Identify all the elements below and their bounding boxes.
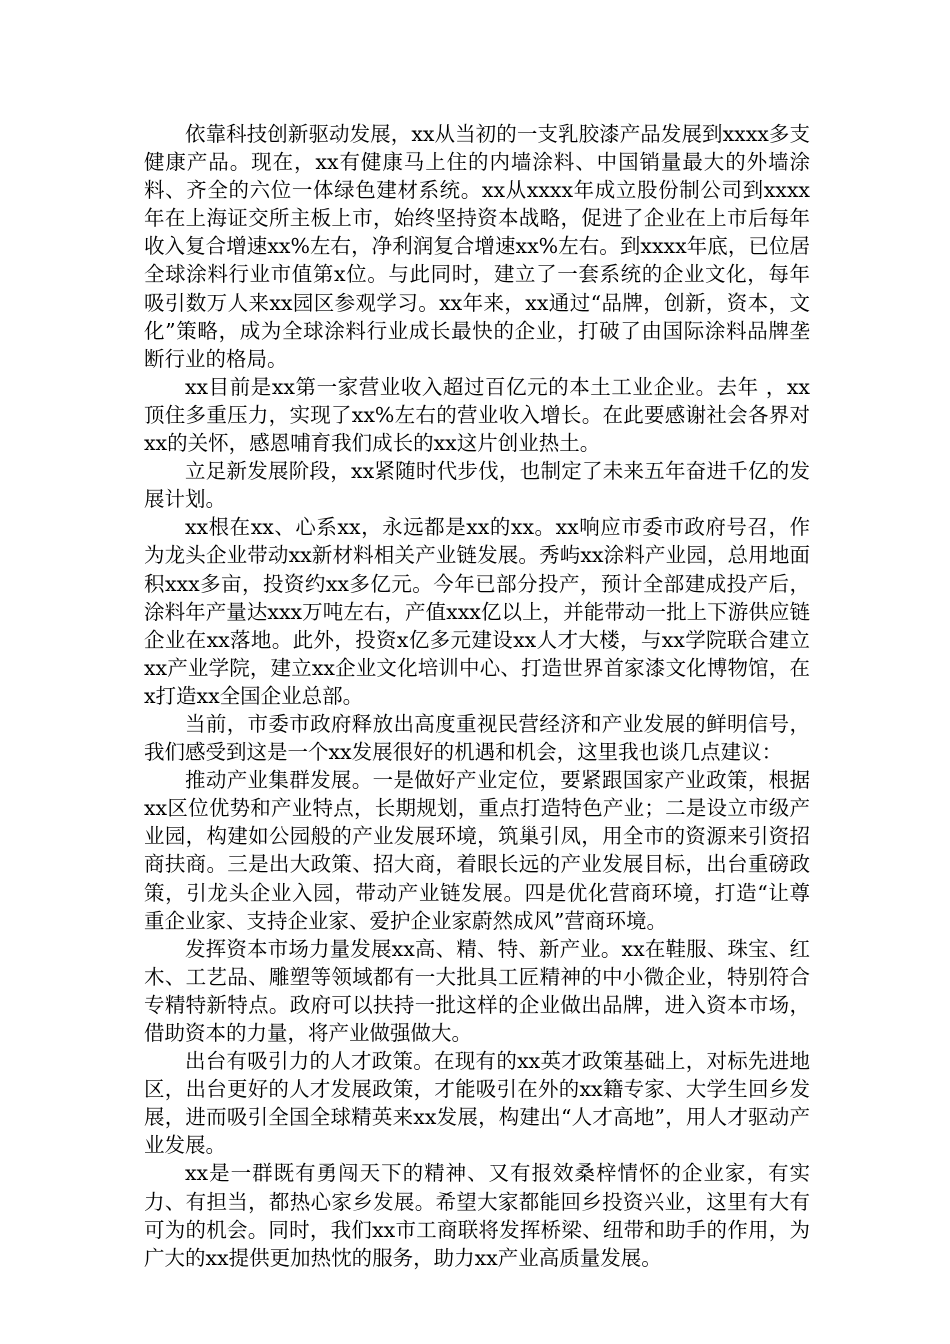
document-body [144, 120, 810, 1272]
paragraph-4: xx根在xx、心系xx，永远都是xx的xx。xx响应市委市政府号召，作为龙头企业带动xx新材料相关产业链发展。秀屿xx涂料产业园，总用地面积xxx多亩，投资约xx多亿元。今年已部分投产，预计全部建成投产后，涂料年产量达xxx万吨左右，产值xxx亿以上，并能带动一批上下游供应链企业在xx落地。此外，投资x亿多元建设xx人才大楼，与xx学院联合建立xx产业学院，建立xx企业文化培训中心、打造世界首家漆文化博物馆，在x打造xx全国企业总部。 [144, 515, 810, 708]
paragraph-1: 依靠科技创新驱动发展，xx从当初的一支乳胶漆产品发展到xxxx多支健康产品。现在，xx有健康马上住的内墙涂料、中国销量最大的外墙涂料、齐全的六位一体绿色建材系统。xx从xxxx年成立股份制公司到xxxx年在上海证交所主板上市，始终坚持资本战略，促进了企业在上市后每年收入复合增速xx%左右，净利润复合增速xx%左右。到xxxx年底，已位居全球涂料行业市值第x位。与此同时，建立了一套系统的企业文化，每年吸引数万人来xx园区参观学习。xx年来，xx通过“品牌，创新，资本，文化”策略，成为全球涂料行业成长最快的企业，打破了由国际涂料品牌垄断行业的格局。 [144, 122, 810, 371]
paragraph-8: 出台有吸引力的人才政策。在现有的xx英才政策基础上，对标先进地区，出台更好的人才发展政策，才能吸引在外的xx籍专家、大学生回乡发展，进而吸引全国全球精英来xx发展，构建出“人才高地”，用人才驱动产业发展。 [144, 1049, 810, 1158]
paragraph-9: xx是一群既有勇闯天下的精神、又有报效桑梓情怀的企业家，有实力、有担当，都热心家乡发展。希望大家都能回乡投资兴业，这里有大有可为的机会。同时，我们xx市工商联将发挥桥梁、纽带和助手的作用，为广大的xx提供更加热忱的服务，助力xx产业高质量发展。 [144, 1161, 810, 1270]
paragraph-3: 立足新发展阶段，xx紧随时代步伐，也制定了未来五年奋进千亿的发展计划。 [144, 459, 810, 512]
paragraph-5: 当前，市委市政府释放出高度重视民营经济和产业发展的鲜明信号，我们感受到这是一个xx发展很好的机遇和机会，这里我也谈几点建议： [144, 711, 810, 765]
paragraph-7: 发挥资本市场力量发展xx高、精、特、新产业。xx在鞋服、珠宝、红木、工艺品、雕塑等领域都有一大批具工匠精神的中小微企业，特别符合专精特新特点。政府可以扶持一批这样的企业做出品牌，进入资本市场，借助资本的力量，将产业做强做大。 [144, 936, 810, 1045]
paragraph-2: xx目前是xx第一家营业收入超过百亿元的本土工业企业。去年 ，xx顶住多重压力，实现了xx%左右的营业收入增长。在此要感谢社会各界对xx的关怀，感恩哺育我们成长的xx这片创业热土。 [144, 374, 810, 456]
paragraph-6: 推动产业集群发展。一是做好产业定位，要紧跟国家产业政策，根据xx区位优势和产业特点，长期规划，重点打造特色产业；二是设立市级产业园，构建如公园般的产业发展环境，筑巢引凤，用全市的资源来引资招商扶商。三是出大政策、招大商，着眼长远的产业发展目标，出台重磅政策，引龙头企业入园，带动产业链发展。四是优化营商环境，打造“让尊重企业家、支持企业家、爱护企业家蔚然成风”营商环境。 [144, 768, 810, 933]
